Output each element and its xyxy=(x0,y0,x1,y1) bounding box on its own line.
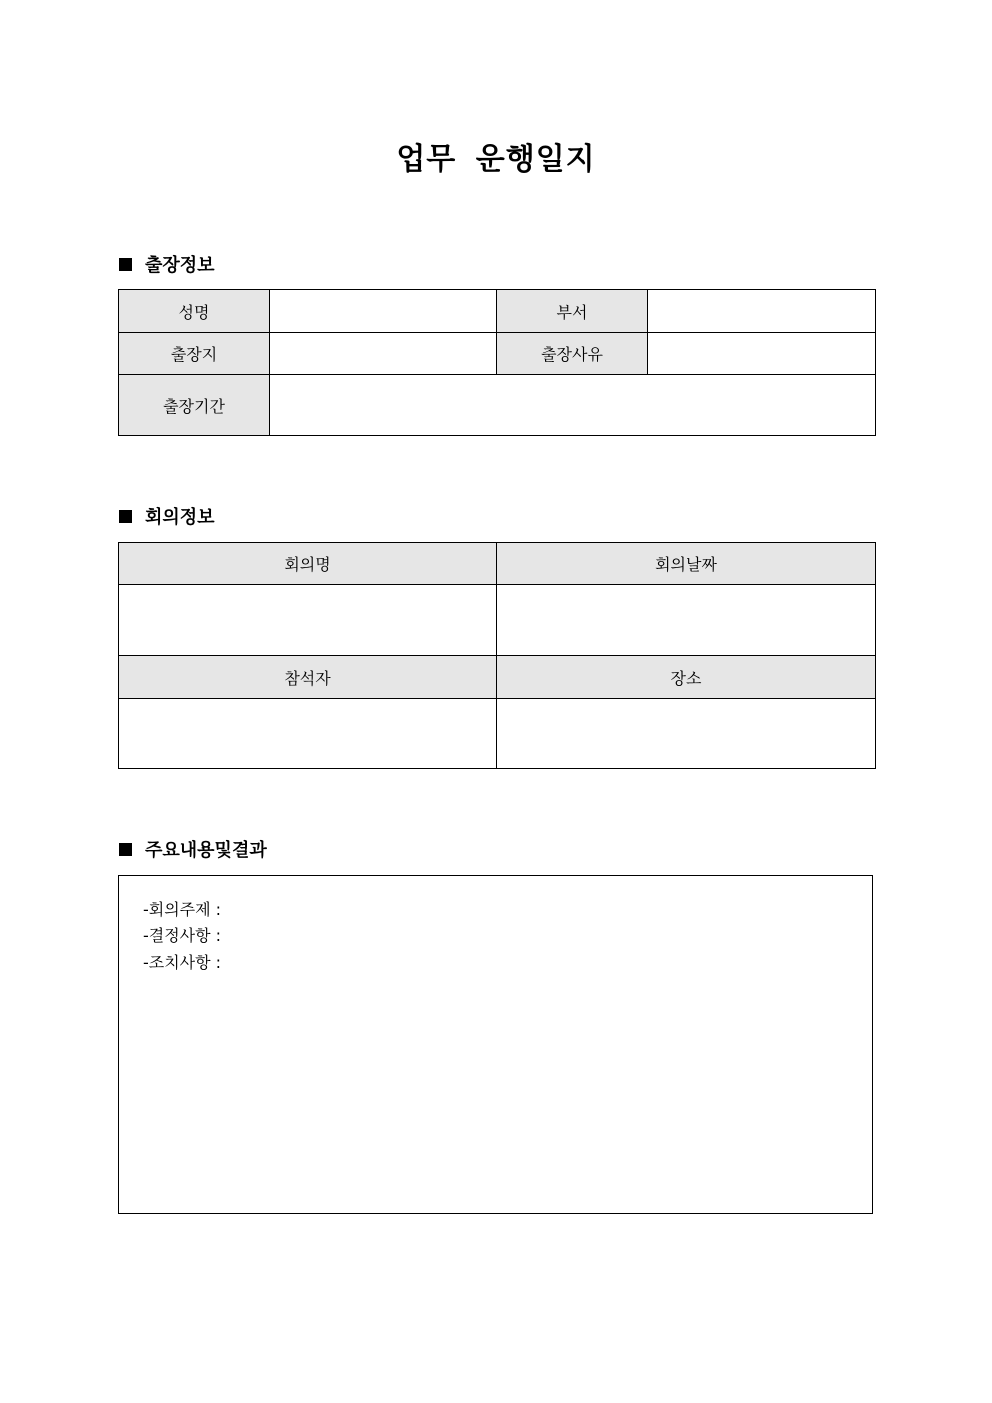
attendees-label: 참석자 xyxy=(119,656,497,699)
meeting-topic-line: -회의주제 : xyxy=(143,900,222,919)
trip-info-heading xyxy=(119,251,215,277)
meeting-info-heading xyxy=(119,503,215,529)
meeting-info-table xyxy=(118,542,876,769)
page-title: 업무 운행일지 xyxy=(396,142,596,177)
name-field[interactable] xyxy=(270,290,497,333)
decisions-line: -결정사항 : xyxy=(143,926,222,945)
trip-info-heading-text: 출장정보 xyxy=(145,255,215,276)
place-field[interactable] xyxy=(497,699,876,769)
trip-period-label: 출장기간 xyxy=(119,375,270,436)
square-bullet-icon xyxy=(119,510,132,523)
results-heading-text: 주요내용및결과 xyxy=(145,840,267,861)
destination-field[interactable] xyxy=(270,333,497,375)
trip-reason-label: 출장사유 xyxy=(497,333,648,375)
trip-reason-field[interactable] xyxy=(648,333,876,375)
trip-info-table xyxy=(118,289,876,436)
department-label: 부서 xyxy=(497,290,648,333)
square-bullet-icon xyxy=(119,843,132,856)
meeting-date-label: 회의날짜 xyxy=(497,543,876,585)
results-heading xyxy=(119,836,267,862)
name-label: 성명 xyxy=(119,290,270,333)
actions-line: -조치사항 : xyxy=(143,953,222,972)
department-field[interactable] xyxy=(648,290,876,333)
meeting-name-field[interactable] xyxy=(119,585,497,656)
trip-period-field[interactable] xyxy=(270,375,876,436)
meeting-date-field[interactable] xyxy=(497,585,876,656)
results-textarea[interactable] xyxy=(118,875,873,1214)
attendees-field[interactable] xyxy=(119,699,497,769)
meeting-name-label: 회의명 xyxy=(119,543,497,585)
square-bullet-icon xyxy=(119,258,132,271)
place-label: 장소 xyxy=(497,656,876,699)
destination-label: 출장지 xyxy=(119,333,270,375)
meeting-info-heading-text: 회의정보 xyxy=(145,507,215,528)
